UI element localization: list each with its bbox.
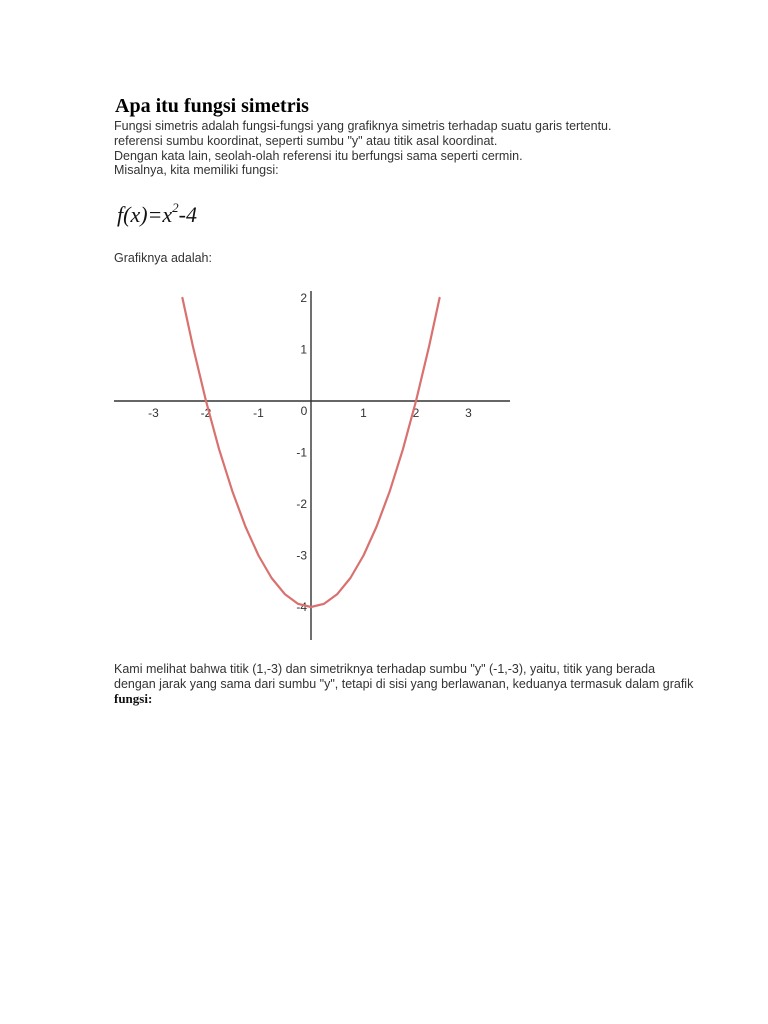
intro-line: Fungsi simetris adalah fungsi-fungsi yang grafiknya simetris terhadap suatu garis tertentu. [114,119,612,133]
x-tick-label: 1 [360,406,367,420]
x-tick-label: 3 [465,406,472,420]
x-tick-labels [148,404,472,420]
outro-line: dengan jarak yang sama dari sumbu "y", tetapi di sisi yang berlawanan, keduanya termasuk dalam grafik [114,676,694,691]
y-tick-label: 1 [300,342,307,357]
y-tick-label: 2 [300,291,307,305]
page-title: Apa itu fungsi simetris [115,95,309,117]
y-tick-labels [296,291,307,614]
intro-line: Misalnya, kita memiliki fungsi: [114,163,279,178]
outro-line: Kami melihat bahwa titik (1,-3) dan simetriknya terhadap sumbu "y" (-1,-3), yaitu, titik yang berada [114,662,656,676]
y-tick-label: -4 [296,600,307,614]
intro-line: referensi sumbu koordinat, seperti sumbu "y" atau titik asal koordinat. [114,133,498,148]
outro-bold-word: fungsi: [114,691,153,707]
formula-exponent: 2 [172,200,179,215]
outro-paragraph [114,662,714,707]
x-tick-label: 0 [300,404,308,418]
x-tick-label: 2 [412,406,420,420]
y-tick-label: -1 [296,445,307,460]
graph-caption: Grafiknya adalah: [114,251,212,265]
formula-rhs: -4 [178,202,197,227]
x-tick-label: -2 [200,406,212,420]
x-tick-label: -3 [148,406,159,420]
intro-line: Dengan kata lain, seolah-olah referensi itu berfungsi sama seperti cermin. [114,148,523,163]
y-tick-label: -3 [296,548,307,563]
y-tick-label: -2 [296,497,307,511]
x-tick-label: -1 [253,406,264,420]
formula-lhs: f(x)=x [117,202,173,227]
